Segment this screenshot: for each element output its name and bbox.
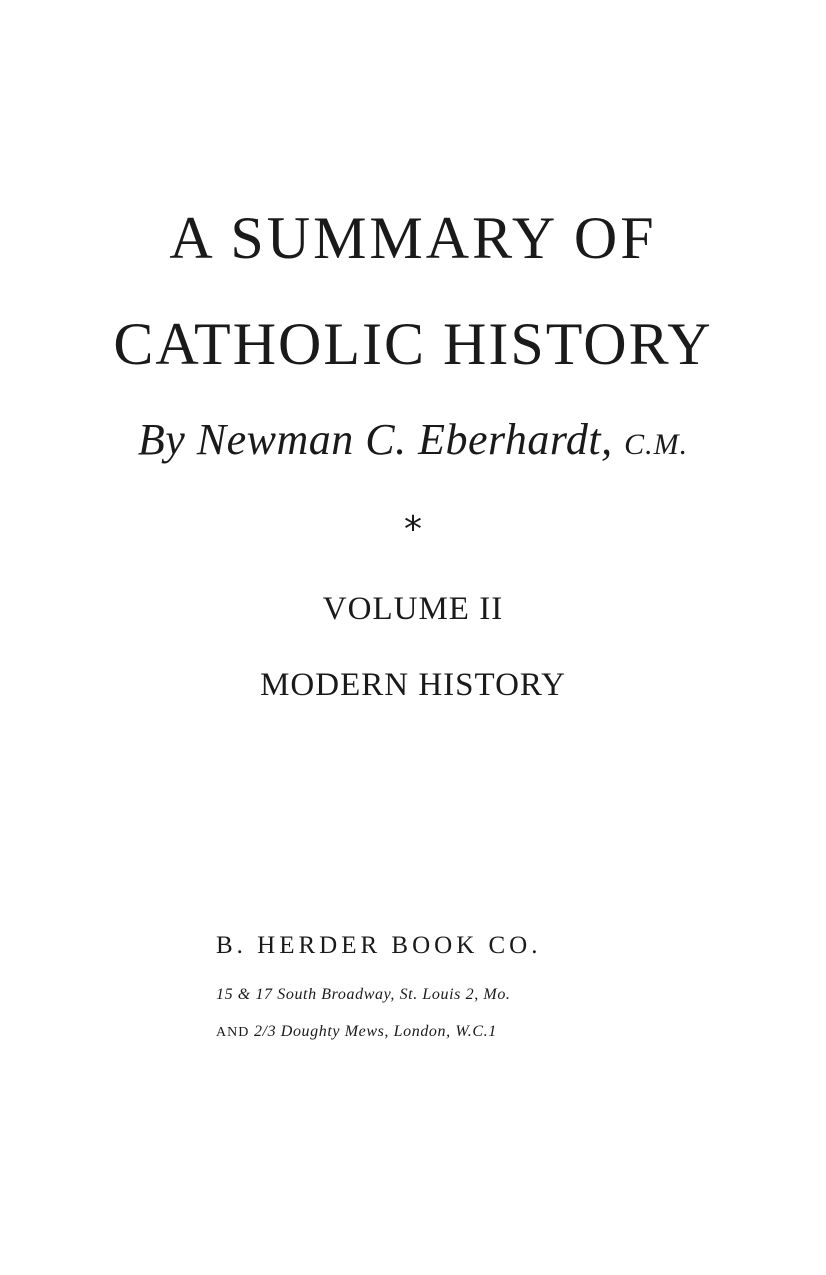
publisher-name: B. HERDER BOOK CO. <box>216 932 542 959</box>
address-conjunction: AND <box>216 1025 250 1040</box>
title-line-1: A SUMMARY OF <box>169 205 657 271</box>
publisher-address-us: 15 & 17 South Broadway, St. Louis 2, Mo. <box>216 986 511 1003</box>
publisher-address-london <box>216 1024 497 1040</box>
author-byline <box>0 415 826 464</box>
asterisk-ornament-icon: * <box>404 509 422 550</box>
author-suffix: C.M. <box>624 428 689 461</box>
title-line-2: CATHOLIC HISTORY <box>113 311 713 377</box>
address-london-text: 2/3 Doughty Mews, London, W.C.1 <box>253 1023 497 1040</box>
volume-label: VOLUME II <box>322 591 504 627</box>
author-name: By Newman C. Eberhardt, <box>137 415 613 464</box>
subtitle: MODERN HISTORY <box>260 667 566 703</box>
